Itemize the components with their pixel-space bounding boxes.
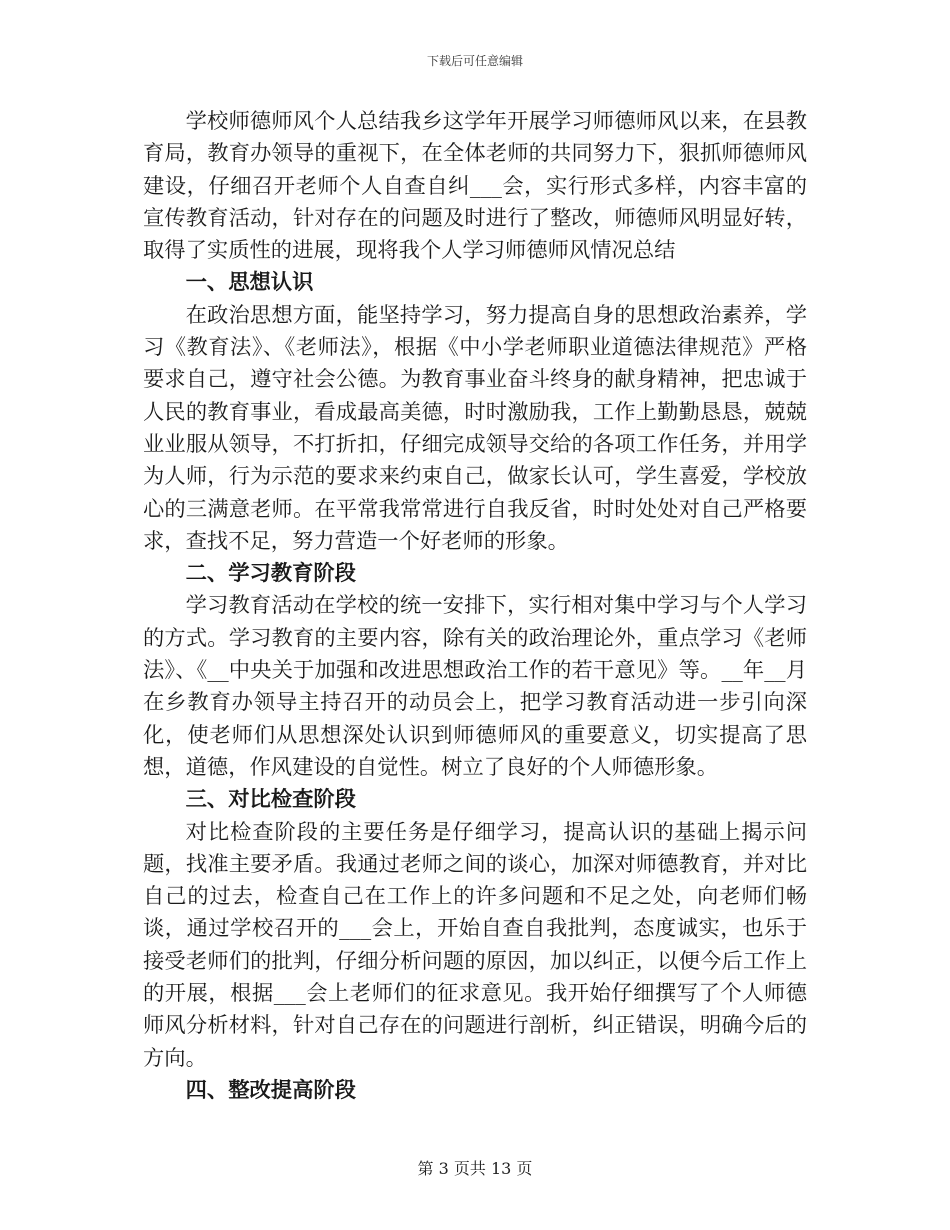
section-heading-1: 一、思想认识 bbox=[185, 270, 314, 296]
section-paragraph-1: 在政治思想方面，能坚持学习，努力提高自身的思想政治素养，学习《教育法》、《老师法》，根据《中小学老师职业道德法律规范》严格要求自己，遵守社会公德。为教育事业奋斗终身的献身精神，把忠诚于人民的教育事业，看成最高美德，时时激励我，工作上勤勤恳恳，兢兢业业服从领导，不打折扣，仔细完成领导交给的各项工作任务，并用学为人师，行为示范的要求来约束自己，做家长认可，学生喜爱，学校放心的三满意老师。在平常我常常进行自我反省，时时处处对自己严格要求，查找不足，努力营造一个好老师的形象。 bbox=[143, 302, 807, 554]
section-heading-4: 四、整改提高阶段 bbox=[185, 1077, 356, 1103]
intro-paragraph: 学校师德师风个人总结我乡这学年开展学习师德师风以来，在县教育局，教育办领导的重视下，在全体老师的共同努力下，狠抓师德师风建设，仔细召开老师个人自查自纠___会，实行形式多样，内容丰富的宣传教育活动，针对存在的问题及时进行了整改，师德师风明显好转，取得了实质性的进展，现将我个人学习师德师风情况总结 bbox=[143, 109, 807, 264]
page-number: 第 3 页共 13 页 bbox=[417, 1159, 533, 1178]
section-paragraph-3: 对比检查阶段的主要任务是仔细学习，提高认识的基础上揭示问题，找准主要矛盾。我通过老师之间的谈心，加深对师德教育，并对比自己的过去，检查自己在工作上的许多问题和不足之处，向老师们畅谈，通过学校召开的___会上，开始自查自我批判，态度诚实，也乐于接受老师们的批判，仔细分析问题的原因，加以纠正，以便今后工作上的开展，根据___会上老师们的征求意见。我开始仔细撰写了个人师德师风分析材料，针对自己存在的问题进行剖析，纠正错误，明确今后的方向。 bbox=[143, 819, 807, 1071]
document-body bbox=[143, 106, 807, 1107]
page-header-note: 下载后可任意编辑 bbox=[426, 54, 523, 68]
section-paragraph-2: 学习教育活动在学校的统一安排下，实行相对集中学习与个人学习的方式。学习教育的主要内容，除有关的政治理论外，重点学习《老师法》、《__中央关于加强和改进思想政治工作的若干意见》等。__年__月在乡教育办领导主持召开的动员会上，把学习教育活动进一步引向深化，使老师们从思想深处认识到师德师风的重要意义，切实提高了思想，道德，作风建设的自觉性。树立了良好的个人师德形象。 bbox=[143, 593, 807, 780]
section-heading-3: 三、对比检查阶段 bbox=[185, 787, 356, 813]
section-heading-2: 二、学习教育阶段 bbox=[185, 561, 356, 587]
